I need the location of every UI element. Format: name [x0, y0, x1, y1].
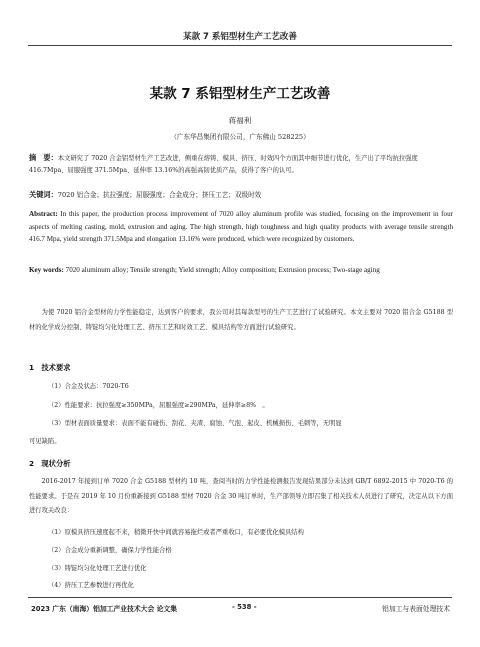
paper-title: 某款 7 系铝型材生产工艺改善 [149, 86, 331, 102]
header-rule [28, 45, 452, 46]
abstract-zh-text: 本文研究了 7020 合金铝型材生产工艺改进，侧重在熔铸、模具、挤压、时效四个方面其中细节进行优化，生产出了平均抗拉强度 416.7Mpa、屈服强度 371.5Mpa、延伸率 13.16%的高强高韧优质产品，获得了客户的认可。 [29, 155, 418, 174]
list-item: （3）型材表面质量要求：表面不能有碰伤、刮花、夹渣、腐蚀、气泡、起皮、机械损伤、毛刺等，无明显 [48, 420, 342, 427]
list-item: （1）原模具挤压速度起不来，稍微开快中间就容易拖烂或者严重收口，有必要优化模具结构 [48, 529, 304, 536]
keywords-en [29, 264, 459, 277]
section-2-paragraph: 2016-2017 年接到订单 7020 合金 G5188 型材约 10 吨，查阅当时的力学性能检测报告发现结果部分未达到 GB/T 6892-2015 中 7020-T6 的性能要求。于是在 2019 年 10 月份重新接到 G5188 型材 7020 合金 30 吨订单时，生产部领导立即召集了相关技术人员进行了研究，决定从以下方面进行攻关改良： [29, 478, 453, 514]
abstract-en [29, 208, 453, 246]
section-2-heading: 2 现状分析 [29, 459, 71, 468]
page-number: - 538 - [232, 603, 257, 611]
abstract-en-label: Abstract: [29, 210, 58, 218]
footer-rule [28, 597, 452, 598]
abstract-zh-label: 摘 要： [29, 153, 58, 162]
keywords-zh-label: 关键词： [29, 190, 58, 199]
section-1-heading: 1 技术要求 [29, 363, 71, 372]
keywords-zh [29, 189, 453, 200]
list-item: （2）合金成分重新调整，确保力学性能合格 [48, 547, 172, 554]
abstract-en-text: In this paper, the production process improvement of 7020 alloy aluminum profile was studied, focusing on the improvement in four aspects of melting casting, mold, extrusion and aging. The high strength, high toughness and high quality products with average tensile strength 416.7 Mpa, yield strength 371.5Mpa and elongation 13.16% were produced, which were recognized by customers. [29, 210, 453, 244]
author: 蒋福利 [228, 116, 252, 125]
abstract-zh [29, 152, 453, 176]
footer-proceedings: 2023 广东（南海）铝加工产业技术大会 论文集 [31, 605, 177, 613]
keywords-en-label: Key words: [29, 266, 64, 274]
running-header: 某款 7 系铝型材生产工艺改善 [183, 32, 297, 42]
list-item: （1）合金及状态：7020-T6 [48, 383, 129, 390]
intro-paragraph: 为使 7020 铝合金型材的力学性能稳定，达到客户的要求，我公司对其每款型号的生产工艺进行了试验研究。本文主要对 7020 铝合金 G5188 型材的化学成分控制、铸锭均匀化处理工艺、挤压工艺和时效工艺、模具结构等方面进行试验研究。 [29, 309, 453, 331]
list-item: （3）铸锭均匀化处理工艺进行优化 [48, 565, 147, 572]
affiliation: （广东华昌集团有限公司，广东佛山 528225） [170, 133, 310, 141]
list-item-continuation: 可见缺陷。 [29, 438, 61, 445]
footer-journal: 铝加工与表面处理技术 [382, 605, 450, 613]
keywords-zh-text: 7020 铝合金；抗拉强度；屈服强度；合金成分；挤压工艺；双级时效 [57, 191, 262, 199]
list-item: （2）性能要求：抗拉强度≥350MPa，屈服强度≥290MPa，延伸率≥8% 。 [48, 402, 269, 409]
list-item: （4）挤压工艺参数进行再优化 [48, 582, 134, 589]
keywords-en-text: 7020 aluminum alloy; Tensile strength; Yield strength; Alloy composition; Extrusion process; Two-stage aging [63, 266, 380, 274]
